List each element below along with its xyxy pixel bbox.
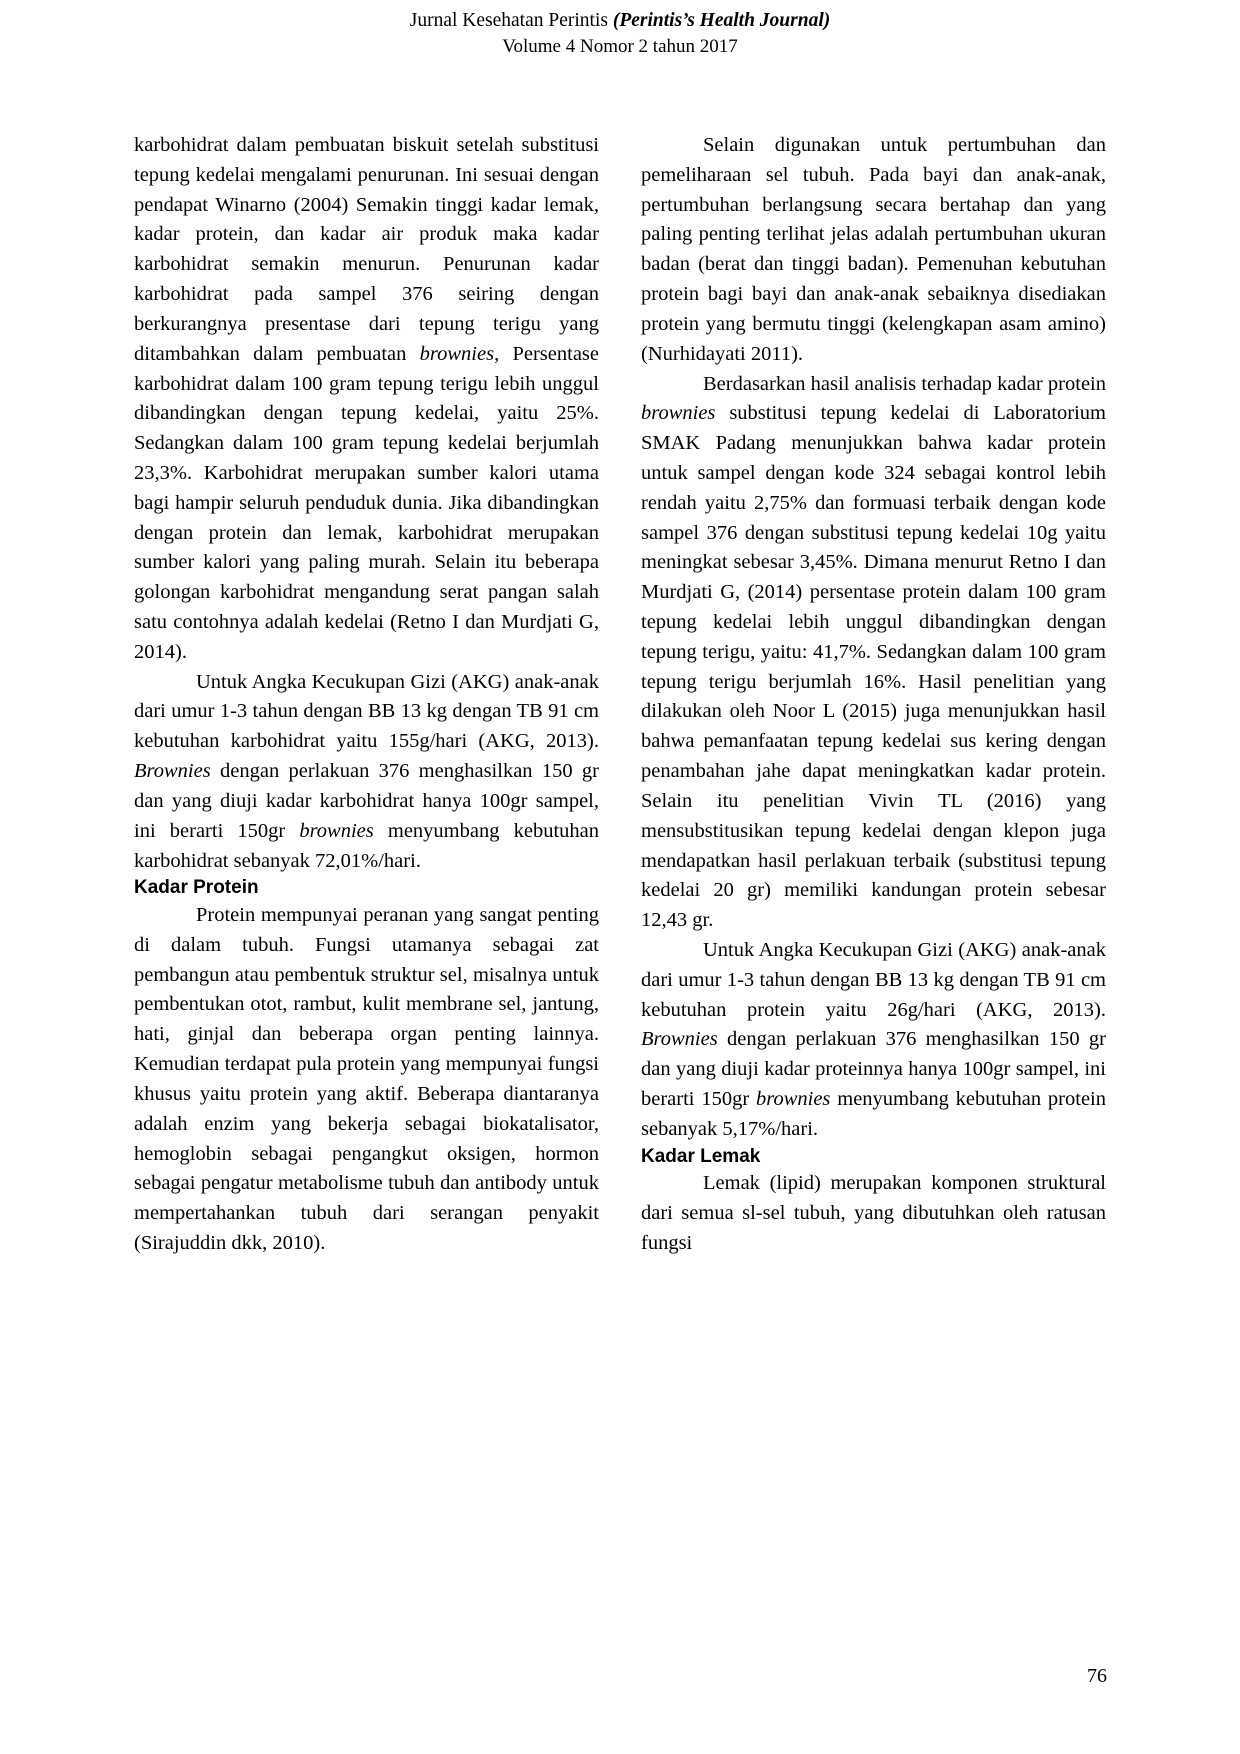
italic-brownies: brownies (299, 819, 374, 842)
text-run: Berdasarkan hasil analisis terhadap kadar protein (703, 372, 1106, 395)
paragraph-protein-peranan: Protein mempunyai peranan yang sangat penting di dalam tubuh. Fungsi utamanya sebagai zat pembangun atau pembentuk struktur sel, misalnya untuk pembentukan otot, rambut, kulit membrane sel, jantung, hati, ginjal dan beberapa organ penting lainnya. Kemudian terdapat pula protein yang mempunyai fungsi khusus yaitu protein yang aktif. Beberapa diantaranya adalah enzim yang bekerja sebagai biokatalisator, hemoglobin sebagai pengangkut oksigen, hormon sebagai pengatur metabolisme tubuh dan antibody untuk mempertahankan tubuh dari serangan penyakit (Sirajuddin dkk, 2010). (134, 904, 599, 1254)
text-run: menyumbang kebutuhan karbohidrat sebanyak 72,01%/hari. (134, 819, 599, 872)
paragraph-lemak-lipid: Lemak (lipid) merupakan komponen struktural dari semua sl-sel tubuh, yang dibutuhkan oleh ratusan fungsi (641, 1172, 1106, 1254)
heading-kadar-lemak: Kadar Lemak (641, 1145, 761, 1167)
paragraph-hasil-analisis (641, 370, 1106, 936)
page-number: 76 (1087, 1665, 1107, 1687)
text-run: substitusi tepung kedelai di Laboratorium SMAK Padang menunjukkan bahwa kadar protein untuk sampel dengan kode 324 sebagai kontrol lebih rendah yaitu 2,75% dan formuasi terbaik dengan kode sampel 376 dengan substitusi tepung kedelai 10g yaitu meningkat sebesar 3,45%. Dimana menurut Retno I dan Murdjati G, (2014) persentase protein dalam 100 gram tepung kedelai lebih unggul dibandingkan dengan tepung terigu, yaitu: 41,7%. Sedangkan dalam 100 gram tepung terigu berjumlah 16%. Hasil penelitian yang dilakukan oleh Noor L (2015) juga menunjukkan hasil bahwa pemanfaatan tepung kedelai sus kering dengan penambahan jahe dapat meningkatkan kadar protein. Selain itu penelitian Vivin TL (2016) yang mensubstitusikan tepung kedelai dengan klepon juga mendapatkan hasil perlakuan terbaik (substitusi tepung kedelai 20 gr) memiliki kandungan protein sebesar 12,43 gr. (641, 402, 1106, 932)
text-run: dengan perlakuan 376 menghasilkan 150 gr dan yang diuji kadar proteinnya hanya 100gr sampel, ini berarti 150gr (641, 1028, 1106, 1110)
paragraph-akg-karbohidrat (134, 668, 599, 877)
right-column (641, 131, 1106, 1259)
volume-line: Volume 4 Nomor 2 tahun 2017 (502, 35, 738, 57)
journal-title-italic: (Perintis’s Health Journal) (612, 10, 831, 31)
left-column (134, 131, 599, 1259)
italic-brownies: Brownies (641, 1028, 718, 1051)
journal-title-line (0, 8, 1240, 34)
italic-brownies: brownies (419, 342, 495, 365)
text-run: menyumbang kebutuhan protein sebanyak 5,17%/hari. (641, 1088, 1106, 1140)
italic-brownies: brownies (756, 1088, 831, 1110)
italic-brownies: Brownies (134, 760, 211, 783)
text-run: , Persentase karbohidrat dalam 100 gram tepung terigu lebih unggul dibandingkan dengan tepung kedelai, yaitu 25%. Sedangkan dalam 100 gram tepung kedelai berjumlah 23,3%. Karbohidrat merupakan sumber kalori utama bagi hampir seluruh penduduk dunia. Jika dibandingkan dengan protein dan lemak, karbohidrat merupakan sumber kalori yang paling murah. Selain itu beberapa golongan karbohidrat mengandung serat pangan salah satu contohnya adalah kedelai (Retno I dan Murdjati G, 2014). (134, 342, 599, 663)
text-run: Untuk Angka Kecukupan Gizi (AKG) anak-anak dari umur 1-3 tahun dengan BB 13 kg dengan TB 91 cm kebutuhan protein yaitu 26g/hari (AKG, 2013). (641, 938, 1106, 1021)
text-run: dengan perlakuan 376 menghasilkan 150 gr dan yang diuji kadar karbohidrat hanya 100gr sampel, ini berarti 150gr (134, 760, 599, 842)
two-column-body (134, 131, 1106, 1259)
italic-brownies: brownies (641, 402, 716, 425)
heading-kadar-protein: Kadar Protein (134, 877, 259, 899)
paragraph-akg-protein (641, 936, 1106, 1145)
running-head (0, 8, 1240, 59)
journal-title-plain: Jurnal Kesehatan Perintis (409, 10, 613, 31)
paragraph-selain-digunakan: Selain digunakan untuk pertumbuhan dan pemeliharaan sel tubuh. Pada bayi dan anak-anak, pertumbuhan berlangsung secara bertahap dan yang paling penting terlihat jelas adalah pertumbuhan ukuran badan (berat dan tinggi badan). Pemenuhan kebutuhan protein bagi bayi dan anak-anak sebaiknya disediakan protein yang bermutu tinggi (kelengkapan asam amino) (Nurhidayati 2011). (641, 134, 1106, 365)
paragraph-karbohidrat (134, 131, 599, 668)
text-run: Untuk Angka Kecukupan Gizi (AKG) anak-anak dari umur 1-3 tahun dengan BB 13 kg dengan TB 91 cm kebutuhan karbohidrat yaitu 155g/hari (AKG, 2013). (134, 670, 599, 753)
text-run: karbohidrat dalam pembuatan biskuit setelah substitusi tepung kedelai mengalami penurunan. Ini sesuai dengan pendapat Winarno (2004) Semakin tinggi kadar lemak, kadar protein, dan kadar air produk maka kadar karbohidrat semakin menurun. Penurunan kadar karbohidrat pada sampel 376 seiring dengan berkurangnya presentase dari tepung terigu yang ditambahkan dalam pembuatan (134, 134, 599, 365)
